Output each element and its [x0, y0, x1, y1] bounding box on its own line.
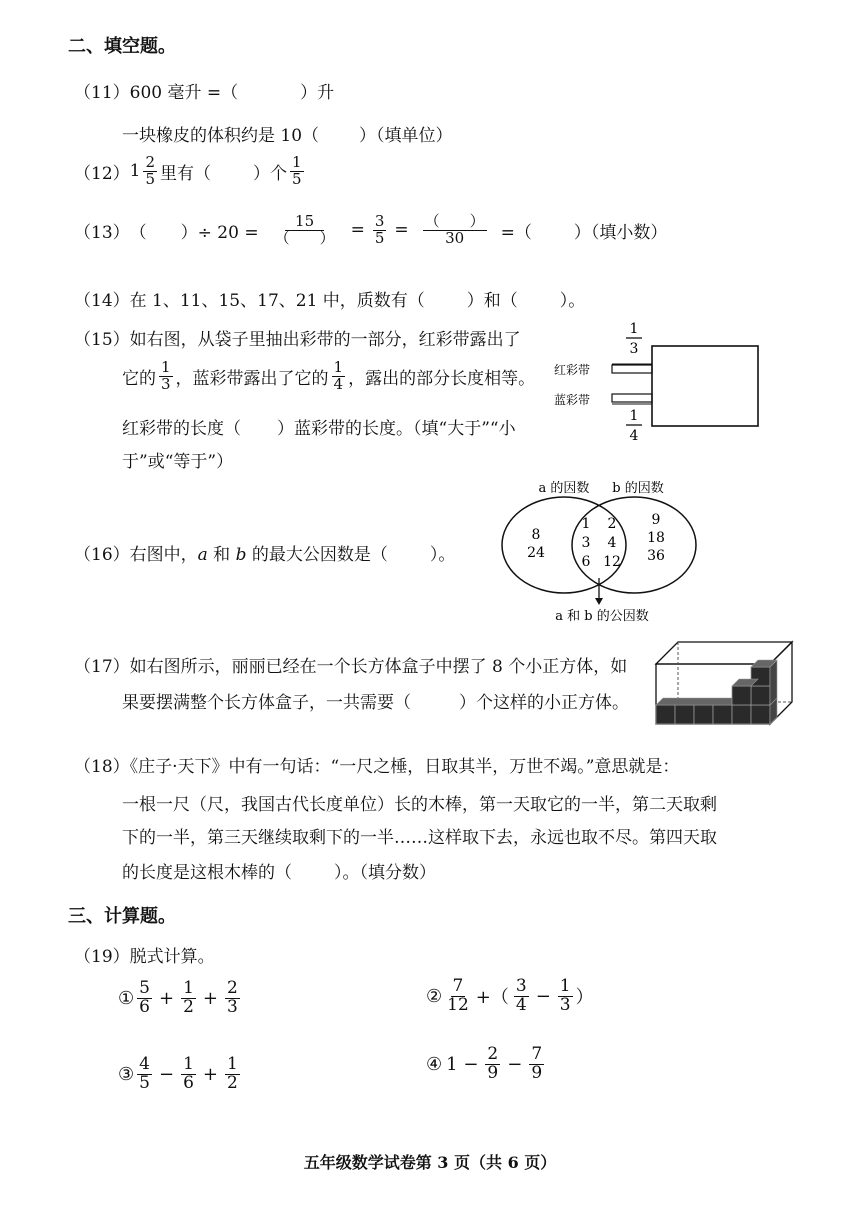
pointer-arrow	[595, 598, 603, 605]
paren-close: ）	[575, 987, 594, 1009]
q17-line2-text: 果要摆满整个长方体盒子，一共需要（	[122, 693, 411, 713]
var-a: a	[197, 545, 208, 565]
problem-mark: ④	[426, 1053, 443, 1075]
question-18	[74, 752, 679, 777]
fraction: $\frac{1}{6}$	[183, 1054, 194, 1093]
cube	[675, 705, 694, 724]
fraction: $\frac{1}{3}$	[559, 976, 571, 1015]
question-number: （14）	[74, 291, 130, 311]
q15-line3-text: 红彩带的长度（	[122, 419, 241, 439]
question-15-line3	[122, 414, 516, 439]
q18-line1: 《庄子·天下》中有一句话：“一尺之棰，日取其半，万世不竭。”意思就是：	[129, 757, 680, 777]
operator: +	[202, 987, 218, 1009]
q13-tail: ）（填小数）	[573, 222, 668, 243]
cube	[751, 686, 770, 705]
fraction: $\frac{3}{4}$	[515, 976, 527, 1015]
q11-line2-text: 一块橡皮的体积约是 10（	[122, 126, 320, 146]
fraction: $\frac{1}{3}$	[161, 358, 171, 393]
problem-mark: ②	[426, 985, 443, 1007]
section-title: 二、填空题。	[68, 36, 176, 57]
question-15-line2	[122, 360, 535, 393]
q16-text: 右图中，	[129, 545, 198, 565]
q14-text-tail: ）。	[559, 291, 586, 311]
q12-text: 里有（	[160, 163, 212, 184]
bottom-fraction-num: 1	[629, 408, 639, 424]
cube	[694, 705, 713, 724]
page-footer: 五年级数学试卷第 3 页（共 6 页）	[303, 1153, 557, 1172]
question-18-line4	[122, 858, 436, 883]
division-text: ）÷ 20 =	[180, 222, 259, 243]
fraction: $\frac{1}{5}$	[292, 153, 302, 188]
q15-line1: 如右图，从袋子里抽出彩带的一部分，红彩带露出了	[129, 330, 521, 350]
blue-ribbon	[612, 394, 652, 402]
cube-side	[770, 660, 777, 705]
equals-paren: =（	[500, 222, 532, 243]
right-value: 36	[647, 548, 665, 564]
q18-line4-tail: ）。（填分数）	[334, 863, 436, 883]
cube	[751, 705, 770, 724]
fraction: $\frac{7}{12}$	[447, 976, 469, 1015]
fraction: $\frac{1}{4}$	[333, 358, 344, 393]
fraction: $\frac{3}{5}$	[374, 212, 385, 247]
calc-problem-3	[118, 1056, 243, 1093]
q16-text-tail: ）。	[429, 545, 456, 565]
question-13	[74, 214, 667, 247]
ribbon-bag-figure	[548, 318, 768, 448]
question-11	[74, 78, 334, 103]
operator: −	[535, 985, 551, 1007]
common-value: 6	[581, 554, 591, 570]
q15-line2-mid: ，蓝彩带露出了它的	[175, 368, 329, 389]
fraction: $\frac{2}{5}$	[145, 153, 156, 188]
fraction: $\frac{7}{9}$	[531, 1044, 543, 1083]
q15-line2-tail: ，露出的部分长度相等。	[348, 368, 536, 389]
answer-blank[interactable]: （ ）	[424, 212, 485, 230]
q17-line1: 如右图所示，丽丽已经在一个长方体盒子中摆了 8 个小正方体，如	[129, 657, 628, 677]
fraction: $\frac{2}{3}$	[226, 978, 238, 1017]
q16-and: 和	[207, 545, 236, 565]
question-19	[74, 942, 215, 967]
question-number: （11）	[74, 83, 130, 103]
question-number: （17）	[74, 657, 130, 677]
mixed-whole: 1	[129, 161, 141, 182]
q14-text-mid: ）和（	[466, 291, 518, 311]
calc-problem-2	[426, 978, 594, 1015]
q16-text-mid: 的最大公因数是（	[246, 545, 388, 565]
q11-text-tail: ）升	[300, 83, 335, 103]
operator: +（	[475, 987, 509, 1009]
cube	[656, 705, 675, 724]
common-value: 3	[581, 535, 591, 551]
red-ribbon-label: 红彩带	[554, 363, 591, 377]
fraction: $\frac{( )}{30}$	[424, 212, 485, 247]
question-11-line2	[122, 121, 453, 146]
fraction: $\frac{1}{2}$	[183, 978, 194, 1017]
operator: −	[507, 1053, 523, 1075]
question-12	[74, 155, 307, 188]
question-number: （19）	[74, 947, 130, 967]
cube	[732, 705, 751, 724]
cube	[732, 686, 751, 705]
common-value: 12	[603, 554, 621, 570]
fraction: $\frac{4}{5}$	[139, 1054, 150, 1093]
equals: =	[350, 220, 365, 241]
question-15	[74, 325, 521, 350]
answer-blank[interactable]: （ ）	[274, 228, 335, 247]
fraction: $\frac{15}{( )}$	[274, 212, 335, 247]
cube	[713, 705, 732, 724]
question-number: （16）	[74, 545, 130, 565]
fraction: $\frac{1}{2}$	[226, 1054, 238, 1093]
left-value: 24	[527, 545, 545, 561]
q11-line2-tail: ）（填单位）	[359, 126, 453, 146]
left-value: 8	[531, 527, 541, 543]
top-fraction-num: 1	[629, 321, 639, 337]
question-16	[74, 540, 455, 565]
right-value: 18	[647, 530, 665, 546]
q15-line3-tail: ）蓝彩带的长度。（填“大于”“小	[277, 419, 516, 439]
paren-open: （	[129, 222, 147, 243]
label-a-factors: a 的因数	[538, 481, 590, 496]
question-18-line2: 一根一尺（尺，我国古代长度单位）长的木棒，第一天取它的一半，第二天取剩	[122, 795, 717, 815]
label-common-factors: a 和 b 的公因数	[555, 609, 649, 624]
var-b: b	[235, 545, 247, 565]
common-value: 4	[607, 535, 617, 551]
q17-line2-tail: ）个这样的小正方体。	[459, 693, 629, 713]
question-number: （13）	[74, 222, 130, 243]
bag-rect	[652, 346, 758, 426]
question-number: （12）	[74, 163, 130, 184]
question-17	[74, 652, 627, 677]
question-18-line3: 下的一半，第三天继续取剩下的一半……这样取下去，永远也取不尽。第四天取	[122, 828, 717, 848]
problem-mark: ①	[118, 987, 135, 1009]
label-b-factors: b 的因数	[612, 481, 664, 496]
fraction: $\frac{5}{6}$	[139, 978, 150, 1017]
venn-diagram	[498, 472, 698, 632]
top-fraction-den: 3	[629, 341, 639, 357]
q12-text-tail: ）个	[253, 163, 288, 184]
q11-text: 600 毫升 =（	[129, 83, 239, 103]
equals: =	[394, 220, 409, 241]
calc-problem-4	[426, 1046, 547, 1083]
common-value: 1	[581, 516, 591, 532]
q15-line2-text: 它的	[122, 368, 156, 389]
q18-line4-text: 的长度是这根木棒的（	[122, 863, 292, 883]
calc-problem-1	[118, 980, 243, 1017]
fraction: $\frac{2}{9}$	[487, 1044, 499, 1083]
red-ribbon	[612, 365, 652, 373]
question-17-line2	[122, 688, 629, 713]
operator: +	[202, 1063, 218, 1085]
operator: −	[158, 1063, 175, 1085]
problem-mark: ③	[118, 1063, 135, 1085]
lead-term: 1 −	[446, 1053, 479, 1075]
cube-box-figure	[652, 634, 802, 730]
question-number: （18）	[74, 757, 130, 777]
blue-ribbon-label: 蓝彩带	[554, 393, 591, 407]
q19-title: 脱式计算。	[129, 947, 215, 967]
common-value: 2	[607, 516, 617, 532]
operator: +	[158, 987, 175, 1009]
question-number: （15）	[74, 330, 130, 350]
right-value: 9	[651, 512, 661, 528]
section-title: 三、计算题。	[68, 906, 176, 927]
q14-text: 在 1、11、15、17、21 中，质数有（	[129, 291, 425, 311]
question-15-line4: 于”或“等于”）	[122, 452, 234, 472]
question-14	[74, 286, 585, 311]
bottom-fraction-den: 4	[629, 428, 639, 444]
circle-b	[572, 497, 696, 593]
